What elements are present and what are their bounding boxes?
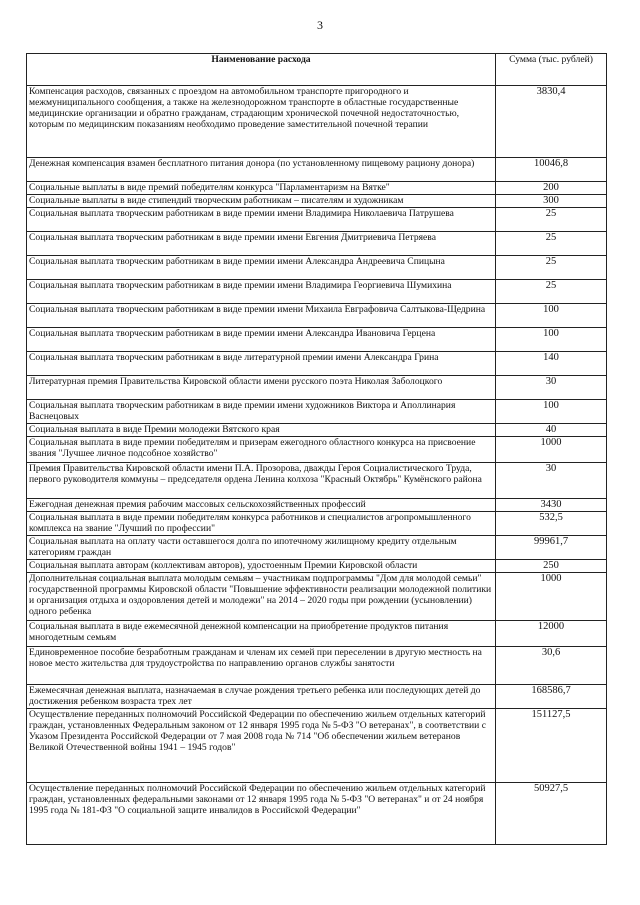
expense-sum-cell: 25 [496,280,607,304]
expense-name-cell: Литературная премия Правительства Кировской области имени русского поэта Николая Заболоцкого [27,376,496,400]
expense-name-cell: Социальная выплата творческим работникам в виде премии имени Александра Андреевича Спицына [27,256,496,280]
table-row [27,621,607,647]
expense-name-cell: Премия Правительства Кировской области имени П.А. Прозорова, дважды Героя Социалистического Труда, первого руководителя коммуны – председателя ордена Ленина колхоза "Красный Октябрь" Кумёнского района [27,463,496,499]
expense-name-cell: Единовременное пособие безработным гражданам и членам их семей при переселении в другую местность на новое место жительства для трудоустройства по направлению органов службы занятости [27,647,496,685]
table-row [27,573,607,621]
expense-sum-cell: 300 [496,195,607,208]
expense-sum-cell: 25 [496,232,607,256]
expense-sum-cell: 100 [496,304,607,328]
expense-sum-cell: 100 [496,328,607,352]
table-row [27,647,607,685]
expense-sum-cell: 151127,5 [496,709,607,783]
expense-sum-cell: 1000 [496,437,607,463]
table-row [27,328,607,352]
expense-sum-cell: 25 [496,256,607,280]
expense-sum-cell: 25 [496,208,607,232]
page-number: 3 [317,18,323,32]
expense-sum-cell: 10046,8 [496,158,607,182]
expense-name-cell: Социальная выплата на оплату части оставшегося долга по ипотечному жилищному кредиту отдельным категориям граждан [27,536,496,560]
expense-name-cell: Дополнительная социальная выплата молодым семьям – участникам подпрограммы "Дом для молодой семьи" государственной программы Кировской области "Повышение эффективности реализации молодежной политики и организация отдыха и оздоровления детей и молодежи" на 2014 – 2020 годы при рождении (усыновлении) одного ребенка [27,573,496,621]
table-row [27,463,607,499]
expense-name-cell: Социальная выплата творческим работникам в виде премии имени Михаила Евграфовича Салтыкова-Щедрина [27,304,496,328]
expense-sum-cell: 3430 [496,499,607,512]
table-header-row [27,54,607,86]
table-row [27,376,607,400]
table-row [27,512,607,536]
expense-sum-cell: 30 [496,463,607,499]
table-row [27,437,607,463]
expense-sum-cell: 1000 [496,573,607,621]
expense-name-cell: Социальная выплата авторам (коллективам авторов), удостоенным Премии Кировской области [27,560,496,573]
expense-sum-cell: 250 [496,560,607,573]
header-sum: Сумма (тыс. рублей) [496,54,607,86]
table-row [27,424,607,437]
table-row [27,560,607,573]
table-body [27,86,607,845]
table-row [27,280,607,304]
expense-sum-cell: 200 [496,182,607,195]
table-row [27,536,607,560]
expense-sum-cell: 30,6 [496,647,607,685]
table-row [27,182,607,195]
table-row [27,195,607,208]
table-row [27,400,607,424]
expense-sum-cell: 100 [496,400,607,424]
expense-name-cell: Социальная выплата творческим работникам в виде премии имени Александра Ивановича Герцена [27,328,496,352]
expense-sum-cell: 168586,7 [496,685,607,709]
expense-sum-cell: 50927,5 [496,783,607,845]
table-row [27,783,607,845]
expenses-table [26,53,607,845]
expense-sum-cell: 30 [496,376,607,400]
table-row [27,256,607,280]
expense-sum-cell: 12000 [496,621,607,647]
expense-name-cell: Социальная выплата в виде ежемесячной денежной компенсации на приобретение продуктов питания многодетным семьям [27,621,496,647]
expense-name-cell: Социальная выплата творческим работникам в виде премии имени Владимира Николаевича Патрушева [27,208,496,232]
expense-sum-cell: 140 [496,352,607,376]
expense-name-cell: Социальная выплата творческим работникам в виде премии имени Евгения Дмитриевича Петряева [27,232,496,256]
expense-name-cell: Осуществление переданных полномочий Российской Федерации по обеспечению жильем отдельных категорий граждан, установленных Федеральным законом от 12 января 1995 года № 5-ФЗ "О ветеранах", в соответствии с Указом Президента Российской Федерации от 7 мая 2008 года № 714 "Об обеспечении жильем ветеранов Великой Отечественной войны 1941 – 1945 годов" [27,709,496,783]
table-row [27,208,607,232]
expense-name-cell: Ежегодная денежная премия рабочим массовых сельскохозяйственных профессий [27,499,496,512]
expense-name-cell: Социальные выплаты в виде стипендий творческим работникам – писателям и художникам [27,195,496,208]
expense-name-cell: Компенсация расходов, связанных с проездом на автомобильном транспорте пригородного и межмуниципального сообщения, а также на железнодорожном транспорте в областные государственные медицинские организации и обратно гражданам, страдающим хронической почечной недостаточностью, которым по медицинским показаниям необходимо проведение заместительной почечной терапии [27,86,496,158]
expense-name-cell: Денежная компенсация взамен бесплатного питания донора (по установленному пищевому рациону донора) [27,158,496,182]
expense-name-cell: Социальные выплаты в виде премий победителям конкурса "Парламентаризм на Вятке" [27,182,496,195]
table-row [27,709,607,783]
expense-sum-cell: 99961,7 [496,536,607,560]
table-row [27,685,607,709]
table-row [27,304,607,328]
expense-name-cell: Осуществление переданных полномочий Российской Федерации по обеспечению жильем отдельных категорий граждан, установленных федеральными законами от 12 января 1995 года № 5-ФЗ "О ветеранах" и от 24 ноября 1995 года № 181-ФЗ "О социальной защите инвалидов в Российской Федерации" [27,783,496,845]
expense-name-cell: Социальная выплата творческим работникам в виде премии имени Владимира Георгиевича Шумихина [27,280,496,304]
table-row [27,158,607,182]
table-row [27,499,607,512]
expense-name-cell: Социальная выплата творческим работникам в виде премии имени художников Виктора и Аполлинария Васнецовых [27,400,496,424]
header-expense-name: Наименование расхода [27,54,496,86]
table-row [27,86,607,158]
expense-sum-cell: 532,5 [496,512,607,536]
expense-name-cell: Ежемесячная денежная выплата, назначаемая в случае рождения третьего ребенка или последующих детей до достижения ребенком возраста трех лет [27,685,496,709]
expense-name-cell: Социальная выплата в виде премии победителям конкурса работников и специалистов агропромышленного комплекса на звание "Лучший по профессии" [27,512,496,536]
expense-name-cell: Социальная выплата творческим работникам в виде литературной премии имени Александра Грина [27,352,496,376]
table-row [27,232,607,256]
expense-name-cell: Социальная выплата в виде премии победителям и призерам ежегодного областного конкурса на присвоение звания "Лучшее личное подсобное хозяйство" [27,437,496,463]
expense-name-cell: Социальная выплата в виде Премии молодежи Вятского края [27,424,496,437]
expense-sum-cell: 3830,4 [496,86,607,158]
expense-sum-cell: 40 [496,424,607,437]
table-row [27,352,607,376]
